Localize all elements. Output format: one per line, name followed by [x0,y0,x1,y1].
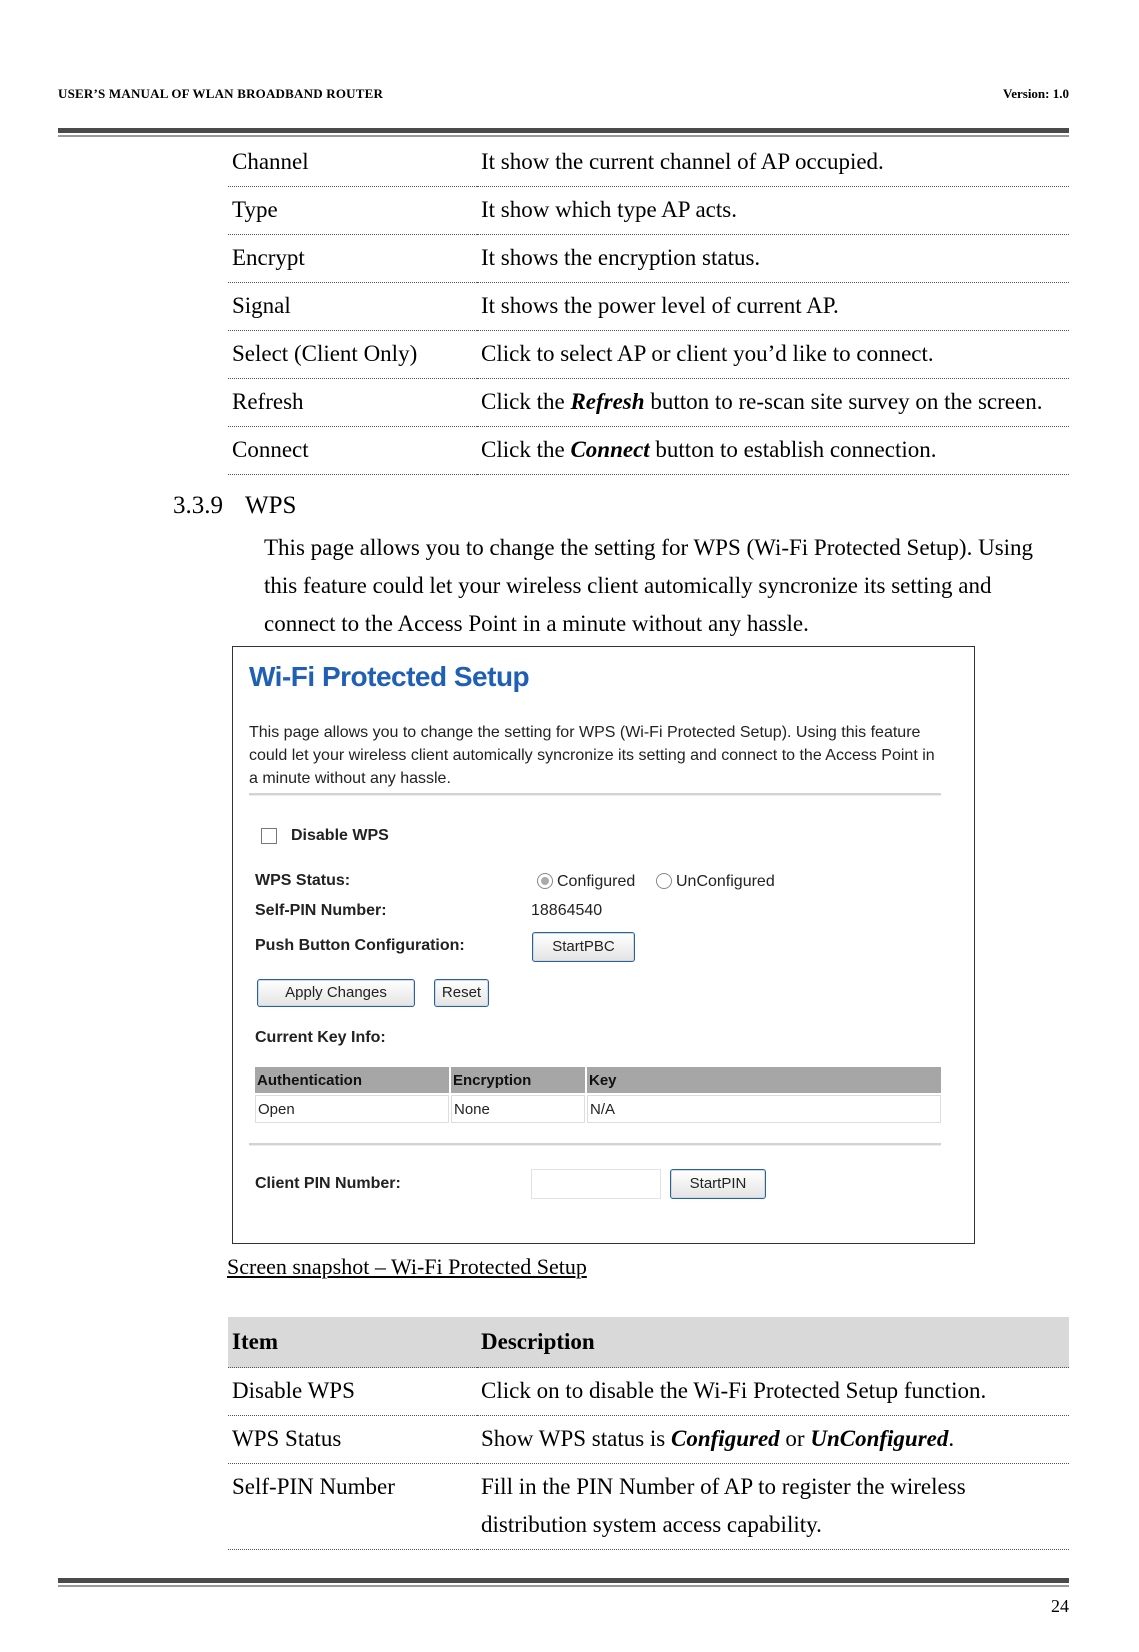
header-rule-thin [58,135,1069,137]
table-row [255,1095,941,1123]
table-row [228,427,1069,475]
section-intro: This page allows you to change the setting for WPS (Wi-Fi Protected Setup). Using this feature could let your wireless client automically syncronize its setting and connect to the Access Point in a minute without any hassle. [264,535,1034,636]
item-cell: Select (Client Only) [228,331,477,379]
col-key: Key [587,1067,941,1093]
item-cell: Disable WPS [228,1368,477,1416]
disable-wps-checkbox[interactable] [261,828,277,844]
unconfigured-label: UnConfigured [676,873,775,890]
cell-authentication: Open [255,1095,449,1123]
unconfigured-radio[interactable] [656,873,672,889]
desc-cell: It show which type AP acts. [477,187,1069,235]
client-pin-label: Client PIN Number: [255,1175,401,1192]
cell-encryption: None [451,1095,585,1123]
table-row [228,187,1069,235]
desc-cell: It shows the encryption status. [477,235,1069,283]
divider [249,1143,941,1146]
table-row [228,139,1069,187]
desc-cell: It show the current channel of AP occupied. [477,139,1069,187]
header-rule [58,128,1069,133]
pbc-label: Push Button Configuration: [255,937,465,954]
desc-cell: Click the Refresh button to re-scan site survey on the screen. [477,379,1069,427]
top-description-table [228,139,1069,475]
col-encryption: Encryption [451,1067,585,1093]
header-description: Description [477,1317,1069,1368]
page-number: 24 [1051,1596,1069,1616]
desc-cell: Click to select AP or client you’d like to connect. [477,331,1069,379]
table-row [228,235,1069,283]
apply-changes-button[interactable]: Apply Changes [257,979,415,1007]
wps-page-description: This page allows you to change the setting for WPS (Wi-Fi Protected Setup). Using this feature could let your wireless client automically syncronize its setting and connect to the Access Point in a minute without any hassle. [249,724,935,787]
table-row [228,1416,1069,1464]
emphasis: Configured [671,1426,780,1451]
current-key-table [253,1065,943,1125]
table-row [228,1464,1069,1550]
reset-button[interactable]: Reset [434,979,489,1007]
current-key-label: Current Key Info: [255,1029,386,1046]
desc-cell: Click on to disable the Wi-Fi Protected Setup function. [477,1368,1069,1416]
wps-screenshot [232,646,975,1244]
item-cell: Self-PIN Number [228,1464,477,1550]
configured-radio[interactable] [537,873,553,889]
wps-page-title: Wi-Fi Protected Setup [249,661,530,692]
desc-cell: Show WPS status is Configured or UnConfigured. [477,1416,1069,1464]
item-cell: Connect [228,427,477,475]
screenshot-caption: Screen snapshot – Wi-Fi Protected Setup [227,1254,587,1279]
col-authentication: Authentication [255,1067,449,1093]
table-header-row [228,1317,1069,1368]
bottom-description-table [228,1317,1069,1550]
header-item: Item [228,1317,477,1368]
configured-label: Configured [557,873,636,890]
emphasis: UnConfigured [810,1426,949,1451]
footer-rule-thin [58,1585,1069,1587]
item-cell: Signal [228,283,477,331]
table-row [228,331,1069,379]
desc-cell: It shows the power level of current AP. [477,283,1069,331]
table-header-row [255,1067,941,1093]
item-cell: WPS Status [228,1416,477,1464]
header-version: Version: 1.0 [1003,86,1069,101]
self-pin-label: Self-PIN Number: [255,902,387,919]
section-title: WPS [245,492,297,519]
emphasis: Connect [570,437,650,462]
disable-wps-label: Disable WPS [291,827,389,844]
client-pin-input[interactable] [531,1169,661,1199]
self-pin-value: 18864540 [531,902,603,919]
desc-cell: Click the Connect button to establish connection. [477,427,1069,475]
table-row [228,283,1069,331]
start-pin-button[interactable]: StartPIN [670,1169,766,1199]
start-pbc-button[interactable]: StartPBC [532,932,635,962]
item-cell: Type [228,187,477,235]
cell-key: N/A [587,1095,941,1123]
table-row [228,379,1069,427]
footer-rule [58,1578,1069,1583]
item-cell: Channel [228,139,477,187]
desc-cell: Fill in the PIN Number of AP to register the wireless distribution system access capability. [477,1464,1069,1550]
emphasis: Refresh [570,389,645,414]
divider [249,793,941,796]
header-title: USER’S MANUAL OF WLAN BROADBAND ROUTER [58,86,384,101]
wps-status-label: WPS Status: [255,872,351,889]
item-cell: Encrypt [228,235,477,283]
item-cell: Refresh [228,379,477,427]
section-number: 3.3.9 [173,492,223,519]
table-row [228,1368,1069,1416]
